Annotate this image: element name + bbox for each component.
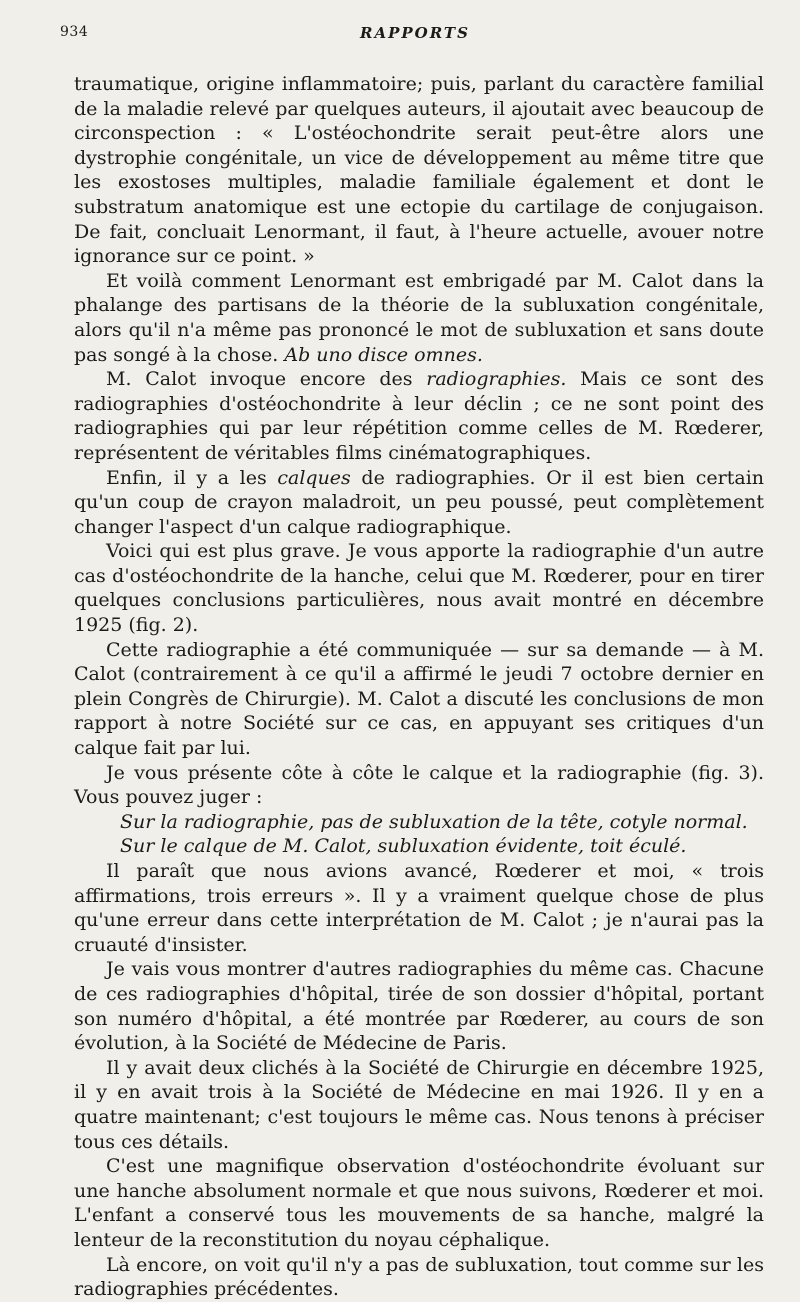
body-text [74,72,764,1302]
paragraph-3-start: M. Calot invoque encore des [106,368,413,391]
page-number: 934 [60,24,89,40]
paragraph-4 [74,466,764,540]
calques-emphasis: calques [277,466,351,489]
radiographies-emphasis: radiographies. [426,368,567,391]
paragraph-5: Voici qui est plus grave. Je vous apporte la radiographie d'un autre cas d'ostéochondrite de la hanche, celui que M. Rœderer, pour en tirer quelques conclusions particulières, nous avait montré en décembre 1925 (fig. 2). [74,540,764,637]
paragraph-4-start: Enfin, il y a les [106,466,267,489]
paragraph-12: Là encore, on voit qu'il n'y a pas de subluxation, tout comme sur les radiographies précédentes. [74,1253,764,1301]
paragraph-4-end: de radiographies. Or il est bien certain qu'un coup de crayon maladroit, un peu poussé, peut complètement changer l'aspect d'un calque radiographique. [74,466,765,538]
paragraph-6: Cette radiographie a été communiquée — sur sa demande — à M. Calot (contrairement à ce qu'il a affirmé le jeudi 7 octobre dernier en plein Congrès de Chirurgie). M. Calot a discuté les conclusions de mon rapport à notre Société sur ce cas, en appuyant ses critiques d'un calque fait par lui. [74,638,764,760]
quote-calque: Sur le calque de M. Calot, subluxation évidente, toit éculé. [120,835,687,858]
paragraph-3-end: Mais ce sont des radiographies d'ostéochondrite à leur déclin ; ce ne sont point des radiographies qui par leur répétition comme celles de M. Rœderer, représentent de véritables films cinématographiques. [74,368,764,464]
paragraph-2 [74,269,764,367]
latin-maxim: Ab uno disce omnes. [284,343,483,366]
paragraph-7: Je vous présente côte à côte le calque et la radiographie (fig. 3). Vous pouvez juger : [74,761,764,809]
quote-radiographie: Sur la radiographie, pas de subluxation de la tête, cotyle normal. [120,810,748,833]
paragraph-1: traumatique, origine inflammatoire; puis, parlant du caractère familial de la maladie relevé par quelques auteurs, il ajoutait avec beaucoup de circonspection : « L'ostéochondrite serait peut-être alors une dystrophie congénitale, un vice de développement au même titre que les exostoses multiples, maladie familiale également et dont le substratum anatomique est une ectopie du cartilage de conjugaison. De fait, concluait Lenormant, il faut, à l'heure actuelle, avouer notre ignorance sur ce point. » [74,73,764,268]
paragraph-11: C'est une magnifique observation d'ostéochondrite évoluant sur une hanche absolument normale et que nous suivons, Rœderer et moi. L'enfant a conservé tous les mouvements de sa hanche, malgré la lenteur de la reconstitution du noyau céphalique. [74,1155,764,1251]
paragraph-2-text: Et voilà comment Lenormant est embrigadé par M. Calot dans la phalange des partisans de la théorie de la subluxation congénitale, alors qu'il n'a même pas prononcé le mot de subluxation et sans doute pas songé à la chose. [74,269,764,366]
page-header [60,24,760,52]
paragraph-3 [74,367,764,465]
paragraph-10: Il y avait deux clichés à la Société de Chirurgie en décembre 1925, il y en avait trois à la Société de Médecine en mai 1926. Il y en a quatre maintenant; c'est toujours le même cas. Nous tenons à préciser tous ces détails. [74,1056,764,1153]
paragraph-8: Il paraît que nous avions avancé, Rœderer et moi, « trois affirmations, trois erreurs ». Il y a vraiment quelque chose de plus qu'une erreur dans cette interprétation de M. Calot ; je n'aurai pas la cruauté d'insister. [74,860,764,956]
running-title: RAPPORTS [360,24,470,42]
paragraph-9: Je vais vous montrer d'autres radiographies du même cas. Chacune de ces radiographies d'hôpital, tirée de son dossier d'hôpital, portant son numéro d'hôpital, a été montrée par Rœderer, au cours de son évolution, à la Société de Médecine de Paris. [74,958,764,1055]
